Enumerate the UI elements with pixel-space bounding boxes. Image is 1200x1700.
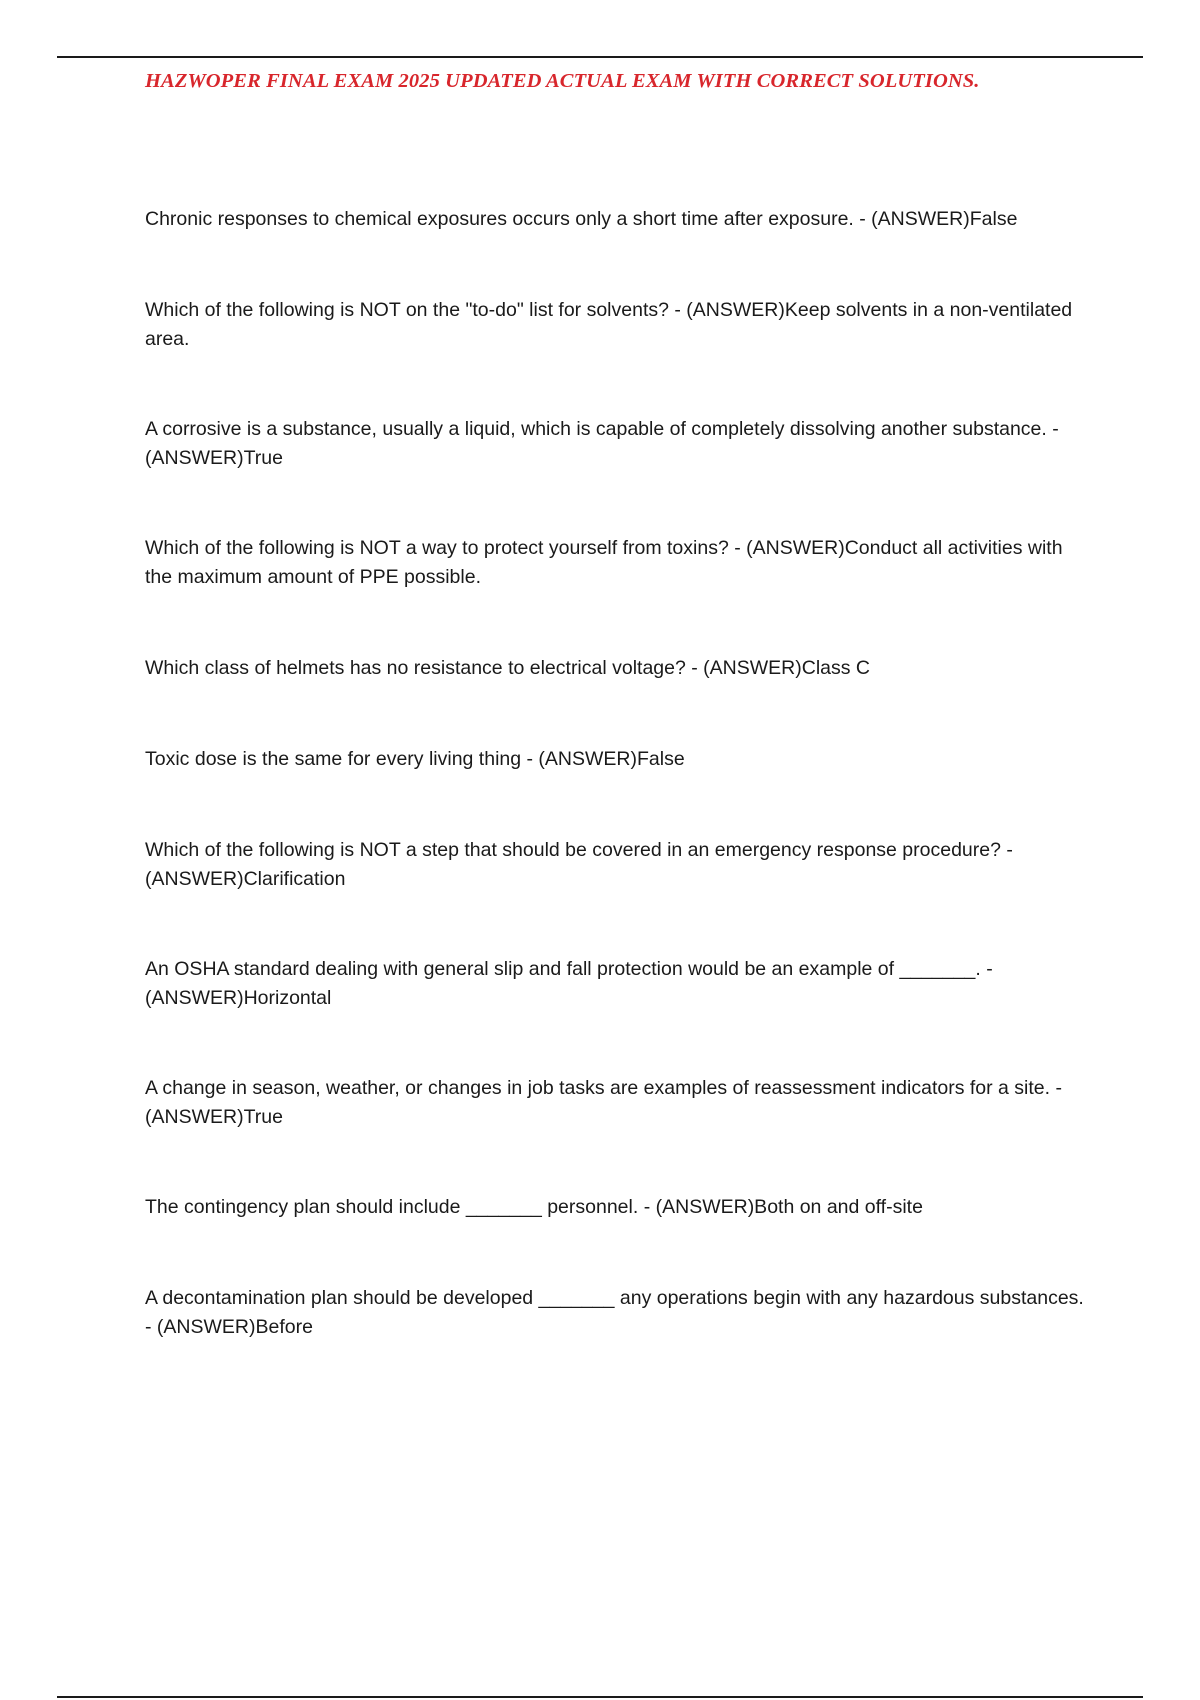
qa-item-3: A corrosive is a substance, usually a liquid, which is capable of completely dissolving another substance. - (ANSWER)True xyxy=(145,418,1059,469)
qa-item-11: A decontamination plan should be developed _______ any operations begin with any hazardous substances. - (ANSWER)Before xyxy=(145,1287,1084,1338)
qa-item-8: An OSHA standard dealing with general slip and fall protection would be an example of _______. - (ANSWER)Horizontal xyxy=(145,958,993,1009)
qa-item-7: Which of the following is NOT a step that should be covered in an emergency response procedure? - (ANSWER)Clarification xyxy=(145,839,1013,890)
qa-item-1: Chronic responses to chemical exposures occurs only a short time after exposure. - (ANSWER)False xyxy=(145,208,1018,230)
document-title: HAZWOPER FINAL EXAM 2025 UPDATED ACTUAL EXAM WITH CORRECT SOLUTIONS. xyxy=(145,70,980,92)
qa-item-10: The contingency plan should include _______ personnel. - (ANSWER)Both on and off-site xyxy=(145,1196,923,1218)
qa-item-6: Toxic dose is the same for every living thing - (ANSWER)False xyxy=(145,748,685,770)
qa-item-4: Which of the following is NOT a way to protect yourself from toxins? - (ANSWER)Conduct all activities with the maximum amount of PPE possible. xyxy=(145,537,1063,588)
bottom-divider xyxy=(57,1696,1143,1698)
top-divider xyxy=(57,56,1143,58)
qa-item-5: Which class of helmets has no resistance to electrical voltage? - (ANSWER)Class C xyxy=(145,657,871,679)
qa-item-9: A change in season, weather, or changes in job tasks are examples of reassessment indicators for a site. - (ANSWER)True xyxy=(145,1077,1062,1128)
qa-item-2: Which of the following is NOT on the "to-do" list for solvents? - (ANSWER)Keep solvents in a non-ventilated area. xyxy=(145,299,1073,350)
